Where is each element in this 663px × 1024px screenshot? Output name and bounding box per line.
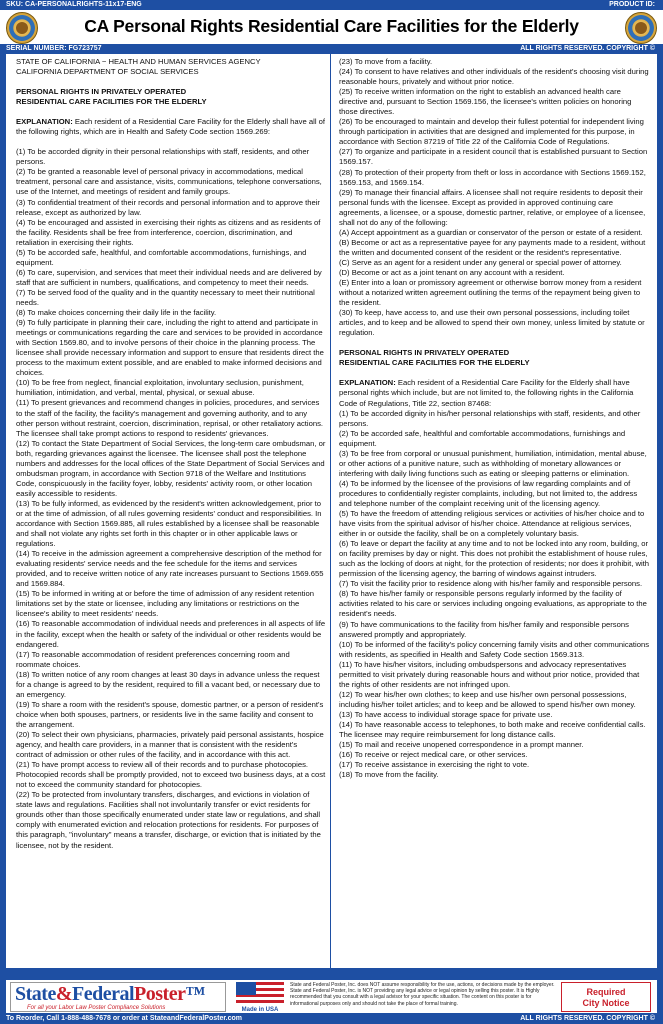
section-heading: RESIDENTIAL CARE FACILITIES FOR THE ELDERLY [16, 97, 207, 107]
rights-item: (30) To keep, have access to, and use their own personal possessions, including toilet articles, and to keep and be allowed to spend their own money, unless limited by statute or regulation. [339, 308, 645, 338]
rights-item: (7) To be served food of the quality and in the quantity necessary to meet their nutritional needs. [16, 287, 315, 307]
rights-item: (5) To be accorded safe, healthful, and comfortable accommodations, furnishings, and equipment. [16, 247, 307, 267]
poster-body [6, 54, 657, 968]
rights-item: (18) To written notice of any room changes at least 30 days in advance unless the request for a change is agreed to by the resident, required to fill a vacant bed, or necessary due to an emergency. [16, 669, 321, 699]
copyright-label: ALL RIGHTS RESERVED. COPYRIGHT © [520, 45, 655, 52]
rights-item: (21) To have prompt access to review all of their records and to purchase photocopies. Photocopied records shall be promptly provided, not to exceed two business days, at a cost not to exceed the community standard for photocopies. [16, 760, 326, 790]
explanation-text: Each resident of a Residential Care Facility for the Elderly shall have personal rights which include, but are not limited to, the following rights in the California Code of Regulations, Title 22, section 87468: [339, 378, 634, 408]
logo-tagline: For all your Labor Law Poster Compliance Solutions [27, 1005, 166, 1011]
rights-item: (14) To have reasonable access to telephones, to both make and receive confidential calls. The licensee may require reimbursement for long distance calls. [339, 720, 646, 740]
rights-item: (1) To be accorded dignity in his/her personal relationships with staff, residents, and other persons. [339, 408, 641, 428]
footer [6, 980, 657, 1013]
spacer [16, 107, 326, 117]
rights-item: STATE OF CALIFORNIA − HEALTH AND HUMAN SERVICES AGENCY [16, 57, 261, 66]
rights-item: (7) To visit the facility prior to residence along with his/her family and responsible persons. [339, 579, 643, 589]
explanation-text: Each resident of a Residential Care Facility for the Elderly shall have all of the following rights, which are in Health and Safety Code section 1569.269: [16, 117, 326, 137]
rights-item: (2) To be accorded safe, healthful and comfortable accommodations, furnishings and equipment. [339, 428, 626, 448]
spacer [339, 338, 651, 348]
serial-bar [0, 44, 663, 54]
rights-item: (23) To move from a facility. [339, 57, 433, 66]
rights-item: (8) To make choices concerning their daily life in the facility. [16, 308, 217, 318]
rights-item: (2) To be granted a reasonable level of personal privacy in accommodations, medical treatment, personal care and assistance, visits, communications, telephone conversations, use of the Internet, and meetings of resident and family groups. [16, 167, 322, 197]
sku-label: SKU: CA-PERSONALRIGHTS-11x17-ENG [6, 1, 142, 8]
rights-item: (27) To organize and participate in a resident council that is established pursuant to Section 1569.157. [339, 147, 648, 167]
title-bar [0, 10, 663, 44]
rights-item: (6) To care, supervision, and services that meet their individual needs and are delivered by staff that are sufficient in numbers, qualifications, and competency to meet their needs. [16, 267, 322, 287]
rights-item: (16) To receive or reject medical care, or other services. [339, 750, 528, 760]
state-seal-icon [6, 12, 38, 44]
page-title: CA Personal Rights Residential Care Facilities for the Elderly [84, 16, 579, 36]
spacer [16, 137, 326, 147]
explanation-paragraph [16, 117, 326, 137]
rights-item: (28) To protection of their property from theft or loss in accordance with Sections 1569.152, 1569.153, and 1569.154. [339, 167, 646, 187]
rights-item: (6) To leave or depart the facility at any time and to not be locked into any room, building, or on facility premises by day or night. This does not prohibit the establishment of house rules, such as the locking of doors at night, for the protection of residents; nor does it prohibit, with permission of the licensing agency, the barring of windows against intruders. [339, 539, 650, 579]
rights-item: (11) To have his/her visitors, including ombudspersons and advocacy representatives permitted to visit privately during reasonable hours and without prior notice, provided that the rights of other residents are not infringed upon. [339, 659, 640, 689]
top-bar [0, 0, 663, 10]
state-seal-icon [625, 12, 657, 44]
rights-item: (24) To consent to have relatives and other individuals of the resident's choosing visit during reasonable hours, privately and without prior notice. [339, 67, 649, 87]
rights-item: (18) To move from the facility. [339, 770, 439, 780]
rights-item: (E) Enter into a loan or promissory agreement or otherwise borrow money from a resident without a notarized written agreement outlining the terms of the repayment being given to the resident. [339, 278, 642, 308]
rights-item: (3) To be free from corporal or unusual punishment, humiliation, intimidation, mental abuse, or other actions of a punitive nature, such as withholding of monetary allowances or interfering with daily living functions such as eating or sleeping patterns or elimination. [339, 448, 647, 478]
rights-item: (10) To be free from neglect, financial exploitation, involuntary seclusion, punishment, humiliation, intimidation, and verbal, mental, physical, or sexual abuse. [16, 378, 304, 398]
company-logo [10, 982, 226, 1012]
rights-item: (1) To be accorded dignity in their personal relationships with staff, residents, and other persons. [16, 147, 310, 167]
rights-item: (4) To be encouraged and assisted in exercising their rights as citizens and as residents of the facility. Residents shall be free from interference, coercion, discrimination, and retaliation in exercising their rights. [16, 217, 321, 247]
rights-item: (C) Serve as an agent for a resident under any general or special power of attorney. [339, 257, 622, 267]
made-in-usa-label: Made in USA [241, 1007, 279, 1013]
rights-item: (13) To have access to individual storage space for private use. [339, 709, 553, 719]
rights-item: (26) To be encouraged to maintain and develop their fullest potential for independent living through participation in activities that are designed and implemented for this purpose, in accordance with Section 87219 of Title 22 of the California Code of Regulations. [339, 117, 644, 147]
rights-item: CALIFORNIA DEPARTMENT OF SOCIAL SERVICES [16, 67, 199, 77]
logo-text: State&FederalPoster™ [15, 983, 205, 1005]
left-column [8, 54, 331, 968]
serial-number: SERIAL NUMBER: FG723757 [6, 45, 102, 52]
explanation-label: EXPLANATION: [339, 378, 396, 388]
us-flag-icon [236, 982, 284, 1014]
spacer [16, 77, 326, 87]
rights-item: (25) To receive written information on the right to establish an advanced health care directive and, pursuant to Section 1569.156, the licensee's written policies on honoring those directives. [339, 87, 632, 117]
rights-item: (12) To contact the State Department of Social Services, the long-term care ombudsman, or both, regarding grievances against the licensee. The licensee shall post the telephone numbers and addresses for the local offices of the State Department of Social Services and ombudsman program, in accordance with Section 9718 of the Welfare and Institutions Code, conspicuously in the facility foyer, lobby, residents' activity room, or other location easily accessible to residents. [16, 438, 326, 498]
rights-item: (29) To manage their financial affairs. A licensee shall not require residents to deposit their personal funds with the licensee. Except as provided in approved continuing care agreements, a licensee, or a spouse, domestic partner, relative, or employee of a licensee, shall not do any of the following: [339, 187, 646, 227]
product-id-label: PRODUCT ID: [609, 1, 655, 8]
rights-item: (B) Become or act as a representative payee for any payments made to a resident, without the written and documented consent of the resident or the resident's representative. [339, 237, 646, 257]
reorder-link[interactable]: To Reorder, Call 1-888-488-7678 or order at StateandFederalPoster.com [6, 1015, 243, 1022]
rights-item: (16) To reasonable accommodation of individual needs and preferences in all aspects of life in the facility, except when the health or safety of the individual or other residents would be endangered. [16, 619, 326, 649]
section-heading: PERSONAL RIGHTS IN PRIVATELY OPERATED [339, 348, 510, 358]
bottom-bar [0, 1014, 663, 1024]
explanation-paragraph [339, 378, 651, 408]
rights-item: (D) Become or act as a joint tenant on any account with a resident. [339, 267, 565, 277]
disclaimer-text: State and Federal Poster, Inc. does NOT assume responsibility for the use, actions, or decisions made by the employer. State and Federal Poster, Inc. is NOT providing any legal advice or legal opinion by selling this poster. It is Highly recommended that you consult with a legal advisor for your specific situation. The content on this poster is for informational purposes only and should not take the place of formal training. [290, 982, 555, 1007]
rights-item: (14) To receive in the admission agreement a comprehensive description of the method for evaluating residents' service needs and the fee schedule for the items and services provided, and to receive written notice of any rate increases pursuant to Sections 1569.655 and 1569.884. [16, 549, 324, 589]
spacer [339, 368, 651, 378]
rights-item: (13) To be fully informed, as evidenced by the resident's written acknowledgement, prior to or at the time of admission, of all rules governing residents' conduct and responsibilities. In accordance with Section 1569.885, all rules established by a licensee shall be reasonable and shall not violate any rights set forth in this chapter or in other applicable laws or regulations. [16, 498, 322, 549]
rights-item: (A) Accept appointment as a guardian or conservator of the person or estate of a resident. [339, 227, 643, 237]
rights-item: (15) To be informed in writing at or before the time of admission of any resident retention limitations set by the state or licensee, including any limitations or restrictions on the licensee's ability to meet residents' needs. [16, 589, 314, 619]
rights-item: (9) To fully participate in planning their care, including the right to attend and participate in meetings or communications regarding the care and services to be provided in accordance with Section 1569.80, and to involve persons of their choice in the planning process. The licensee shall provide necessary information and support to ensure that residents direct the process to the maximum extent possible, and are enabled to make informed decisions and choices. [16, 318, 324, 378]
copyright-label: ALL RIGHTS RESERVED. COPYRIGHT © [520, 1015, 655, 1022]
explanation-label: EXPLANATION: [16, 117, 73, 127]
rights-item: (10) To be informed of the facility's policy concerning family visits and other communications with residents, as specified in Health and Safety Code section 1569.313. [339, 639, 650, 659]
section-heading: PERSONAL RIGHTS IN PRIVATELY OPERATED [16, 87, 187, 97]
rights-item: (12) To wear his/her own clothes; to keep and use his/her own personal possessions, including his/her toilet articles; and to keep and be allowed to spend his/her own money. [339, 689, 636, 709]
rights-item: (17) To receive assistance in exercising the right to vote. [339, 760, 530, 770]
section-heading: RESIDENTIAL CARE FACILITIES FOR THE ELDERLY [339, 358, 530, 368]
rights-item: (15) To mail and receive unopened correspondence in a prompt manner. [339, 740, 584, 750]
rights-item: (17) To reasonable accommodation of resident preferences concerning room and roommate choices. [16, 649, 290, 669]
rights-item: (8) To have his/her family or responsible persons regularly informed by the facility of activities related to his care or services including ongoing evaluations, as appropriate to the resident's needs. [339, 589, 647, 619]
rights-item: (4) To be informed by the licensee of the provisions of law regarding complaints and of procedures to confidentially register complaints, including, but not limited to, the address and telephone number of the complaint receiving unit of the licensing agency. [339, 478, 638, 508]
right-column [333, 54, 657, 968]
rights-item: (9) To have communications to the facility from his/her family and responsible persons answered promptly and appropriately. [339, 619, 629, 639]
rights-item: (3) To confidential treatment of their records and personal information and to approve their release, except as authorized by law. [16, 197, 320, 217]
rights-item: (11) To present grievances and recommend changes in policies, procedures, and services to the staff of the facility, the facility's management and governing authority, and to any other person without restraint, coercion, discrimination, reprisal, or other retaliatory actions. The licensee shall take prompt actions to respond to residents' grievances. [16, 398, 324, 438]
required-notice-badge: Required City Notice [561, 982, 651, 1012]
rights-item: (5) To have the freedom of attending religious services or activities of his/her choice and to have visits from the spiritual advisor of his/her choice. Attendance at religious services, either in or outside the facility, shall be on a completely voluntary basis. [339, 509, 645, 539]
rights-item: (22) To be protected from involuntary transfers, discharges, and evictions in violation of state laws and regulations. Facilities shall not involuntarily transfer or evict residents for grounds other than those specifically enumerated under state law or regulations, and shall comply with enumerated eviction and relocation protections for residents. For purposes of this paragraph, "involuntary" means a transfer, discharge, or eviction that is initiated by the licensee, not by the resident. [16, 790, 321, 850]
rights-item: (20) To select their own physicians, pharmacies, privately paid personal assistants, hospice agency, and health care providers, in a manner that is consistent with the resident's contract of admission or other rules of the facility, and in accordance with this act. [16, 730, 324, 760]
rights-item: (19) To share a room with the resident's spouse, domestic partner, or a person of resident's choice when both spouses, partners, or residents live in the same facility and consent to the arrangement. [16, 699, 324, 729]
